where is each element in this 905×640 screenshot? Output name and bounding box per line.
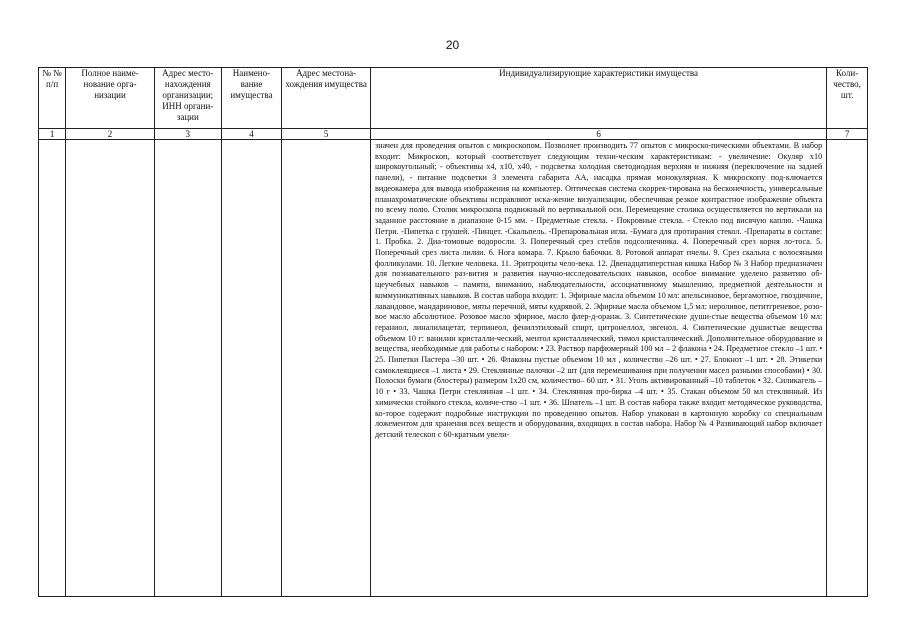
header-characteristics: Индивидуализирующие характеристики имущества <box>370 68 826 129</box>
header-property-address: Адрес местона-хождения имущества <box>282 68 371 129</box>
header-property-name: Наимено-вание имущества <box>221 68 282 129</box>
property-table <box>38 67 868 597</box>
table-row <box>39 140 868 597</box>
column-number: 5 <box>282 129 371 140</box>
cell-characteristics: значен для проведения опытов с микроскопом. Позволяет производить 77 опытов с микроско-пическими объектами. В набор входит: Микроскоп, который соответствует следующим техни-ческим характеристикам: - увеличение: Окуляр х10 широкоугольный; - объективы х4, х10, х40, - подсветка холодная светодиодная верхняя и нижняя (переключение на задней панели), - питание подсветки 3 элемента габарита АА, насадка прямая монокулярная. К микроскопу под-ключается видеокамера для вывода изображения на компьютер. Оптическая система скоррек-тирована на бесконечность, универсальные планахроматические объективы исправляют иска-жение визуализации, обеспечивая резкое контрастное изображение объекта по всему полю. Столик микроскопа подвижный по вертикальной оси. Перемещение столика осуществляется по вертикали на заданное расстояние в диапазоне 0-15 мм. - Предметные стекла. - Покровные стекла. - Стекло под висячую каплю. -Чашка Петри. -Пипетка с грушей. -Пинцет. -Скальпель. -Препаровальная игла. -Бумага для протирания стекол. -Препараты в составе: 1. Пробка. 2. Диа-томовые водоросли. 3. Поперечный срез стебля подсолнечника. 4. Поперечный срез корня ло-тоса. 5. Поперечный срез листа лилии. 6. Нога комара. 7. Крыло бабочки. 8. Ротовой аппарат пчелы. 9. Срез скальпа с волосяными фолликулами. 10. Легкие человека. 11. Эритроциты чело-века. 12. Двенадцатиперстная кишка Набор № 3 Набор предназначен для познавательного раз-вития и развития научно-исследовательских навыков, особое внимание уделено развитию об-щеучебных навыков – памяти, вниманию, наблюдательности, ассоциативному мышлению, предметной деятельности и коммуникативных навыков. В состав набора входит: 1. Эфирные масла объемом 10 мл: апельсиновое, бергамотное, гвоздичное, лавандовое, мандариновое, мяты перечной, мяты кудрявой. 2. Эфирные масла объемом 1,5 мл: нероливое, петитгреневое, розо-вое масло абсолютное. Розовое масло эфирное, масло флер-д-оранж. 3. Синтетические души-стые вещества объемом 10 мл: гераниол, линалилацетат, терпинеол, фенилэтиловый спирт, цитронеллол, эвгенол. 4. Синтетические душистые вещества объемом 10 г: ванилин кристалли-ческий, ментол кристаллический, тимол кристаллический. Дополнительное оборудование и вещества, необходимые для работы с набором: • 23. Раствор парфюмерный 100 мл – 2 флакона • 24. Предметное стекло –1 шт. • 25. Пипетки Пастера –30 шт. • 26. Флаконы пустые объемом 10 мл , количество –26 шт. • 27. Блокнот –1 шт. • 28. Этикетки самоклеящиеся –1 листа • 29. Стеклянные палочки –2 шт (для перемешивания при получении масел разными способами) • 30. Полоски бумаги (блостеры) размером 1х20 см, количество– 60 шт. • 31. Уголь активированный –10 таблеток • 32. Силикагель –10 г • 33. Чашка Петри стеклянная –1 шт. • 34. Стеклянная про-бирка –4 шт. • 35. Стакан объемом 50 мл стеклянный. Из химически стойкого стекла, количе-ство –1 шт. • 36. Шпатель –1 шт. В состав набора также входит методическое руководства, ко-торое содержит подробные инструкции по проведению опытов. Набор упакован в картонную коробку со специальным ложементом для хранения всех веществ и оборудования, входящих в состав набора. Набор № 4 Развивающий набор включает детский телескоп с 60-кратным увели- <box>370 140 826 597</box>
header-org-address: Адрес место-нахождения организации; ИНН органи-зации <box>154 68 221 129</box>
column-number: 1 <box>39 129 66 140</box>
header-number: № № п/п <box>39 68 66 129</box>
header-quantity: Коли-чество, шт. <box>827 68 868 129</box>
cell-org-address <box>154 140 221 597</box>
column-number: 4 <box>221 129 282 140</box>
column-number: 7 <box>827 129 868 140</box>
page-number: 20 <box>445 38 460 52</box>
column-number: 3 <box>154 129 221 140</box>
column-number: 6 <box>370 129 826 140</box>
cell-property-address <box>282 140 371 597</box>
cell-number <box>39 140 66 597</box>
column-number: 2 <box>66 129 155 140</box>
cell-quantity <box>827 140 868 597</box>
cell-property-name <box>221 140 282 597</box>
column-number-row <box>39 129 868 140</box>
table-header-row <box>39 68 868 129</box>
cell-org-name <box>66 140 155 597</box>
header-org-name: Полное наиме-нование орга-низации <box>66 68 155 129</box>
